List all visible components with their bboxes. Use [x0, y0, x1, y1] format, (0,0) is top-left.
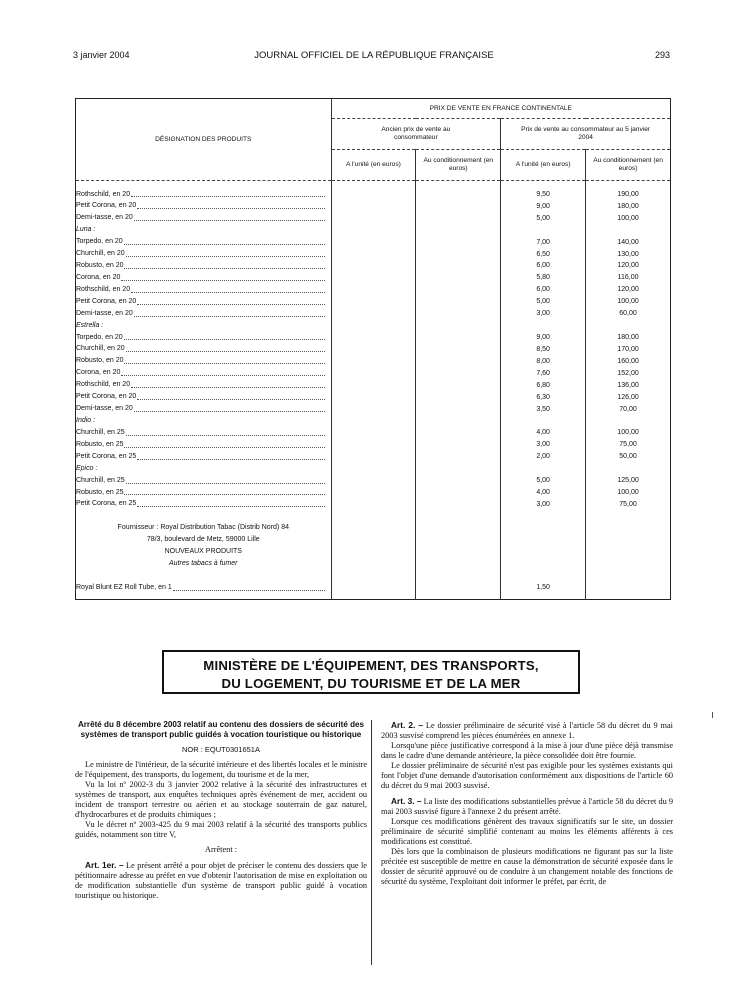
info-row	[76, 558, 671, 570]
article-3-heading: Art. 3. –	[391, 796, 422, 806]
cond-price-cell	[586, 224, 671, 236]
ancien-unite-cell	[331, 510, 416, 522]
supplier-info: 78/3, boulevard de Metz, 59000 Lille	[146, 536, 260, 544]
cond-price-cell	[586, 546, 671, 558]
ancien-cond-cell	[416, 427, 501, 439]
info-row	[76, 534, 671, 546]
product-name	[76, 391, 332, 403]
product-name	[76, 200, 332, 212]
ancien-unite-cell	[331, 582, 416, 594]
unit-price-cell: 7,00	[501, 236, 586, 248]
unit-price-cell	[501, 534, 586, 546]
ancien-unite-cell	[331, 391, 416, 403]
product-label: Rothschild, en 20	[76, 190, 131, 198]
article-3-text: La liste des modifications substantielles prévue à l'article 58 du décret du 9 mai 2003 susvisé figure à l'annexe 2 du présent arrêté.	[381, 797, 674, 816]
unit-price-cell: 5,00	[501, 296, 586, 308]
cond-price-cell	[586, 522, 671, 534]
unit-price-cell: 2,00	[501, 451, 586, 463]
product-label: Petit Corona, en 20	[76, 202, 137, 210]
table-row	[76, 343, 671, 355]
cond-price-cell: 180,00	[586, 200, 671, 212]
dot-leader	[124, 355, 324, 364]
dot-leader	[134, 403, 325, 412]
dot-leader	[124, 236, 325, 245]
product-name	[76, 582, 332, 594]
table-row	[76, 272, 671, 284]
product-label: Churchill, en 25	[76, 476, 125, 484]
nouveau-prix-header: Prix de vente au consommateur au 5 janvier 2004	[501, 119, 671, 150]
unit-price-cell: 4,00	[501, 487, 586, 499]
product-name	[76, 296, 332, 308]
dot-leader	[137, 451, 324, 460]
unit-price-cell	[501, 320, 586, 332]
ancien-cond-cell	[416, 522, 501, 534]
product-name	[76, 427, 332, 439]
ancien-cond-cell	[416, 248, 501, 260]
ancien-cond-cell	[416, 284, 501, 296]
cond-price-cell: 152,00	[586, 367, 671, 379]
table-row	[76, 296, 671, 308]
ancien-unite-cell	[331, 475, 416, 487]
ancien-unite-cell	[331, 403, 416, 415]
supplier-info: Fournisseur : Royal Distribution Tabac (Distrib Nord) 84	[117, 524, 289, 532]
brand-group-label: Luna :	[76, 226, 96, 234]
dot-leader	[137, 498, 324, 507]
info-row	[76, 546, 671, 558]
spacer	[76, 510, 332, 522]
table-row	[76, 212, 671, 224]
article-1	[75, 860, 367, 901]
ancien-unite-cell	[331, 570, 416, 582]
ancien-cond-cell	[416, 355, 501, 367]
left-column	[75, 720, 367, 901]
unit-price-cell: 8,00	[501, 355, 586, 367]
ancien-cond-cell	[416, 558, 501, 570]
supplier-info: Autres tabacs à fumer	[169, 560, 238, 568]
price-table-body	[76, 181, 671, 600]
paragraph: Le dossier préliminaire de sécurité n'est pas exigible pour les systèmes existants qui font l'objet d'une demande d'autorisation conformément aux dispositions de l'article 60 du décret du 9 mai 2003 susvisé.	[381, 761, 673, 790]
product-name	[76, 367, 332, 379]
cond-price-cell	[586, 534, 671, 546]
ancien-unite-cell	[331, 451, 416, 463]
margin-mark	[712, 712, 713, 718]
product-label: Rothschild, en 20	[76, 285, 131, 293]
unit-price-cell	[501, 546, 586, 558]
unit-price-cell: 5,80	[501, 272, 586, 284]
ancien-cond-cell	[416, 224, 501, 236]
cond-price-cell: 50,00	[586, 451, 671, 463]
ancien-cond-cell	[416, 236, 501, 248]
unit-price-cell: 3,00	[501, 439, 586, 451]
ancien-cond-cell	[416, 451, 501, 463]
info-row	[76, 510, 671, 522]
unit-price-cell	[501, 522, 586, 534]
page-date: 3 janvier 2004	[73, 50, 130, 60]
unit-price-cell: 6,00	[501, 284, 586, 296]
ancien-unite-cell	[331, 427, 416, 439]
product-label: Torpedo, en 20	[76, 238, 123, 246]
dot-leader	[126, 427, 325, 436]
product-label: Corona, en 20	[76, 369, 121, 377]
cond-price-cell: 100,00	[586, 296, 671, 308]
ancien-unite-cell	[331, 236, 416, 248]
article-1-heading: Art. 1er. –	[85, 860, 124, 870]
unit-price-cell: 6,80	[501, 379, 586, 391]
dot-leader	[131, 379, 324, 388]
table-row	[76, 200, 671, 212]
dot-leader	[137, 391, 324, 400]
dot-leader	[126, 343, 325, 352]
ancien-cond-cell	[416, 320, 501, 332]
table-row	[76, 189, 671, 201]
ancien-unite-cell	[331, 308, 416, 320]
ancien-cond-cell	[416, 415, 501, 427]
ancien-unite-cell	[331, 487, 416, 499]
product-label: Churchill, en 25	[76, 428, 125, 436]
table-row	[76, 475, 671, 487]
unit-price-cell: 1,50	[501, 582, 586, 594]
unit-price-cell	[501, 224, 586, 236]
arretent: Arrêtent :	[204, 845, 238, 854]
ancien-unite-cell	[331, 522, 416, 534]
cond-price-cell: 100,00	[586, 212, 671, 224]
product-label: Rothschild, en 20	[76, 381, 131, 389]
ancien-unite-cell	[331, 320, 416, 332]
group-row	[76, 463, 671, 475]
ministry-line-2: DU LOGEMENT, DU TOURISME ET DE LA MER	[221, 676, 521, 691]
product-label: Royal Blunt EZ Roll Tube, en 1	[76, 583, 172, 591]
article-1-text: Le présent arrêté a pour objet de préciser le contenu des dossiers que le pétitionnaire adresse au préfet en vue d'obtenir l'autorisation de mise en exploitation ou de modification substantielle d'un système de transport public guidé à vocation touristique ou historique.	[75, 861, 367, 900]
cond-price-cell: 60,00	[586, 308, 671, 320]
product-label: Churchill, en 20	[76, 345, 125, 353]
ancien-cond-cell	[416, 487, 501, 499]
dot-leader	[137, 200, 324, 209]
group-row	[76, 224, 671, 236]
cond-price-cell: 120,00	[586, 260, 671, 272]
table-row	[76, 391, 671, 403]
product-name	[76, 403, 332, 415]
arrete-title: Arrêté du 8 décembre 2003 relatif au contenu des dossiers de sécurité des systèmes de transport public guidés à vocation touristique ou historique	[77, 720, 365, 739]
unit-price-cell: 9,00	[501, 200, 586, 212]
cond-price-cell	[586, 510, 671, 522]
ancien-cond-cell	[416, 189, 501, 201]
unit-price-cell: 9,50	[501, 189, 586, 201]
unit-price-cell: 9,00	[501, 332, 586, 344]
unit-price-cell: 5,00	[501, 475, 586, 487]
table-row	[76, 260, 671, 272]
cond-price-cell	[586, 558, 671, 570]
ancien-unite-cell	[331, 355, 416, 367]
spacer	[76, 570, 332, 582]
product-label: Robusto, en 20	[76, 357, 124, 365]
prix-vente-header: PRIX DE VENTE EN FRANCE CONTINENTALE	[331, 99, 670, 119]
dot-leader	[131, 189, 324, 198]
table-row	[76, 498, 671, 510]
ancien-prix-header: Ancien prix de vente au consommateur	[331, 119, 501, 150]
cond-price-cell: 75,00	[586, 498, 671, 510]
cond-price-cell: 136,00	[586, 379, 671, 391]
product-name	[76, 332, 332, 344]
table-row	[76, 487, 671, 499]
ancien-unite-cell	[331, 296, 416, 308]
ministry-heading	[162, 650, 580, 694]
page-number: 293	[655, 50, 671, 60]
product-label: Robusto, en 25	[76, 440, 124, 448]
paragraph: Lorsqu'une pièce justificative correspond à la mise à jour d'une pièce déjà transmise dans le cadre d'une demande antérieure, la pièce consolidée doit être fournie.	[381, 741, 673, 760]
cond-price-cell: 100,00	[586, 487, 671, 499]
cond-price-cell: 140,00	[586, 236, 671, 248]
ancien-unite-cell	[331, 189, 416, 201]
ancien-unite-cell	[331, 439, 416, 451]
ancien-cond-cell	[416, 546, 501, 558]
table-row	[76, 451, 671, 463]
dot-leader	[124, 332, 325, 341]
table-row	[76, 332, 671, 344]
column-divider	[371, 720, 372, 965]
group-row	[76, 415, 671, 427]
brand-group-label: Estrella :	[76, 321, 104, 329]
table-row	[76, 236, 671, 248]
table-row	[76, 308, 671, 320]
cond-price-cell: 180,00	[586, 332, 671, 344]
cond-price-cell	[586, 320, 671, 332]
unit-price-cell: 3,50	[501, 403, 586, 415]
ancien-unite-cell	[331, 379, 416, 391]
ancien-cond-cell	[416, 343, 501, 355]
unit-price-cell: 6,50	[501, 248, 586, 260]
ancien-unite-cell	[331, 546, 416, 558]
unit-price-cell	[501, 415, 586, 427]
dot-leader	[126, 248, 325, 257]
brand-group-label: Indio :	[76, 417, 96, 425]
article-2-heading: Art. 2. –	[391, 720, 424, 730]
dot-leader	[126, 475, 325, 484]
product-name	[76, 355, 332, 367]
unit-price-cell: 6,30	[501, 391, 586, 403]
product-label: Corona, en 20	[76, 273, 121, 281]
ancien-cond-cell	[416, 260, 501, 272]
ancien-cond-cell	[416, 367, 501, 379]
ancien-unite-cell	[331, 498, 416, 510]
dot-leader	[173, 582, 325, 591]
paragraph: Vu le décret nº 2003-425 du 9 mai 2003 relatif à la sécurité des transports publics guidés, notamment son titre V,	[75, 820, 367, 839]
product-label: Demi-tasse, en 20	[76, 214, 133, 222]
cond-price-cell: 160,00	[586, 355, 671, 367]
dot-leader	[124, 260, 324, 269]
product-name	[76, 475, 332, 487]
product-label: Petit Corona, en 20	[76, 393, 137, 401]
nor-reference: NOR : EQUT0301651A	[182, 745, 260, 754]
cond-price-cell: 120,00	[586, 284, 671, 296]
ministry-line-1: MINISTÈRE DE L'ÉQUIPEMENT, DES TRANSPORTS,	[203, 658, 539, 673]
ancien-cond-cell	[416, 308, 501, 320]
ancien-cond-cell	[416, 582, 501, 594]
ancien-cond-cell	[416, 439, 501, 451]
product-name	[76, 343, 332, 355]
right-column	[381, 720, 673, 887]
ancien-unite-cell	[331, 284, 416, 296]
product-name	[76, 189, 332, 201]
cond-price-cell	[586, 582, 671, 594]
product-label: Demi-tasse, en 20	[76, 309, 133, 317]
ancien-unite-cell	[331, 415, 416, 427]
unit-price-cell	[501, 463, 586, 475]
group-row	[76, 320, 671, 332]
product-label: Churchill, en 20	[76, 250, 125, 258]
product-name	[76, 236, 332, 248]
dot-leader	[124, 439, 324, 448]
ancien-cond-cell	[416, 391, 501, 403]
dot-leader	[131, 284, 324, 293]
article-3	[381, 796, 673, 817]
ancien-unite-cell	[331, 558, 416, 570]
cond-price-cell: 75,00	[586, 439, 671, 451]
table-row	[76, 439, 671, 451]
cond-price-cell: 190,00	[586, 189, 671, 201]
ancien-cond-cell	[416, 272, 501, 284]
product-name	[76, 284, 332, 296]
product-label: Torpedo, en 20	[76, 333, 123, 341]
cond-price-cell: 70,00	[586, 403, 671, 415]
unit-price-cell	[501, 558, 586, 570]
paragraph: Vu la loi nº 2002-3 du 3 janvier 2002 relative à la sécurité des infrastructures et systèmes de transport, aux enquêtes techniques après événement de mer, accident ou incident de transport terrestre ou aérien et au stockage souterrain de gaz naturel, d'hydrocarbures et de produits chimiques ;	[75, 780, 367, 819]
article-2	[381, 720, 673, 741]
table-row	[76, 427, 671, 439]
product-name	[76, 248, 332, 260]
cond-price-cell: 116,00	[586, 272, 671, 284]
product-name	[76, 308, 332, 320]
unit-price-cell: 5,00	[501, 212, 586, 224]
ancien-unite-cell	[331, 260, 416, 272]
ancien-unite-cell	[331, 200, 416, 212]
ancien-unite-cell	[331, 272, 416, 284]
ancien-cond-cell	[416, 498, 501, 510]
product-name	[76, 272, 332, 284]
ancien-cond-cell	[416, 212, 501, 224]
designation-header: DÉSIGNATION DES PRODUITS	[76, 99, 332, 181]
dot-leader	[121, 272, 324, 281]
table-row	[76, 284, 671, 296]
ancien-unite-cell	[331, 463, 416, 475]
table-row	[76, 379, 671, 391]
table-row	[76, 355, 671, 367]
unit-price-cell: 8,50	[501, 343, 586, 355]
ancien-unite-header: A l'unité (en euros)	[331, 150, 416, 181]
ancien-cond-cell	[416, 534, 501, 546]
ancien-cond-cell	[416, 510, 501, 522]
product-name	[76, 260, 332, 272]
table-row	[76, 582, 671, 594]
supplier-info: NOUVEAUX PRODUITS	[164, 548, 242, 556]
nouveau-cond-header: Au conditionnement (en euros)	[586, 150, 671, 181]
product-name	[76, 439, 332, 451]
cond-price-cell: 126,00	[586, 391, 671, 403]
unit-price-cell	[501, 570, 586, 582]
cond-price-cell: 125,00	[586, 475, 671, 487]
nouveau-unite-header: A l'unité (en euros)	[501, 150, 586, 181]
cond-price-cell	[586, 415, 671, 427]
paragraph: Dès lors que la combinaison de plusieurs modifications ne figurant pas sur la liste précitée est susceptible de mettre en cause la démonstration de sécurité exposée dans le dossier de sécurité approuvé ou de conduire à un changement notable des fonctions de sécurité du système, l'exploitant doit informer le préfet, par écrit, de	[381, 847, 673, 886]
ancien-unite-cell	[331, 224, 416, 236]
unit-price-cell: 3,00	[501, 498, 586, 510]
dot-leader	[134, 308, 325, 317]
product-name	[76, 498, 332, 510]
ancien-cond-cell	[416, 296, 501, 308]
dot-leader	[124, 487, 324, 496]
table-row	[76, 403, 671, 415]
unit-price-cell: 7,60	[501, 367, 586, 379]
product-label: Demi-tasse, en 20	[76, 405, 133, 413]
cond-price-cell: 130,00	[586, 248, 671, 260]
product-label: Robusto, en 25	[76, 488, 124, 496]
ancien-unite-cell	[331, 534, 416, 546]
ancien-unite-cell	[331, 212, 416, 224]
article-2-text: Le dossier préliminaire de sécurité visé à l'article 58 du décret du 9 mai 2003 susvisé comprend les pièces énumérées en annexe 1.	[381, 721, 673, 740]
product-label: Petit Corona, en 20	[76, 297, 137, 305]
ancien-cond-cell	[416, 200, 501, 212]
table-row	[76, 367, 671, 379]
dot-leader	[121, 367, 324, 376]
cond-price-cell	[586, 463, 671, 475]
ancien-cond-cell	[416, 403, 501, 415]
info-row	[76, 570, 671, 582]
ancien-cond-cell	[416, 379, 501, 391]
product-name	[76, 451, 332, 463]
ancien-cond-cell	[416, 332, 501, 344]
ancien-unite-cell	[331, 248, 416, 260]
cond-price-cell	[586, 570, 671, 582]
ancien-cond-cell	[416, 463, 501, 475]
product-label: Petit Corona, en 25	[76, 500, 137, 508]
product-name	[76, 487, 332, 499]
ancien-cond-cell	[416, 570, 501, 582]
dot-leader	[134, 212, 325, 221]
info-row	[76, 522, 671, 534]
price-table	[75, 98, 671, 600]
journal-title: JOURNAL OFFICIEL DE LA RÉPUBLIQUE FRANÇAISE	[254, 50, 494, 61]
ancien-unite-cell	[331, 332, 416, 344]
dot-leader	[137, 296, 324, 305]
unit-price-cell	[501, 510, 586, 522]
ancien-cond-header: Au conditionnement (en euros)	[416, 150, 501, 181]
table-row	[76, 248, 671, 260]
ancien-cond-cell	[416, 475, 501, 487]
paragraph: Le ministre de l'intérieur, de la sécurité intérieure et des libertés locales et le ministre de l'équipement, des transports, du logement, du tourisme et de la mer,	[75, 760, 367, 779]
product-label: Petit Corona, en 25	[76, 452, 137, 460]
unit-price-cell: 3,00	[501, 308, 586, 320]
product-label: Robusto, en 20	[76, 262, 124, 270]
product-name	[76, 212, 332, 224]
cond-price-cell: 100,00	[586, 427, 671, 439]
ancien-unite-cell	[331, 343, 416, 355]
unit-price-cell: 4,00	[501, 427, 586, 439]
unit-price-cell: 6,00	[501, 260, 586, 272]
cond-price-cell: 170,00	[586, 343, 671, 355]
brand-group-label: Epico :	[76, 464, 98, 472]
paragraph: Lorsque ces modifications génèrent des travaux significatifs sur le site, un dossier préliminaire de sécurité simplifié contenant au moins les éléments afférents à ces modifications est constitué.	[381, 817, 673, 846]
product-name	[76, 379, 332, 391]
ancien-unite-cell	[331, 367, 416, 379]
